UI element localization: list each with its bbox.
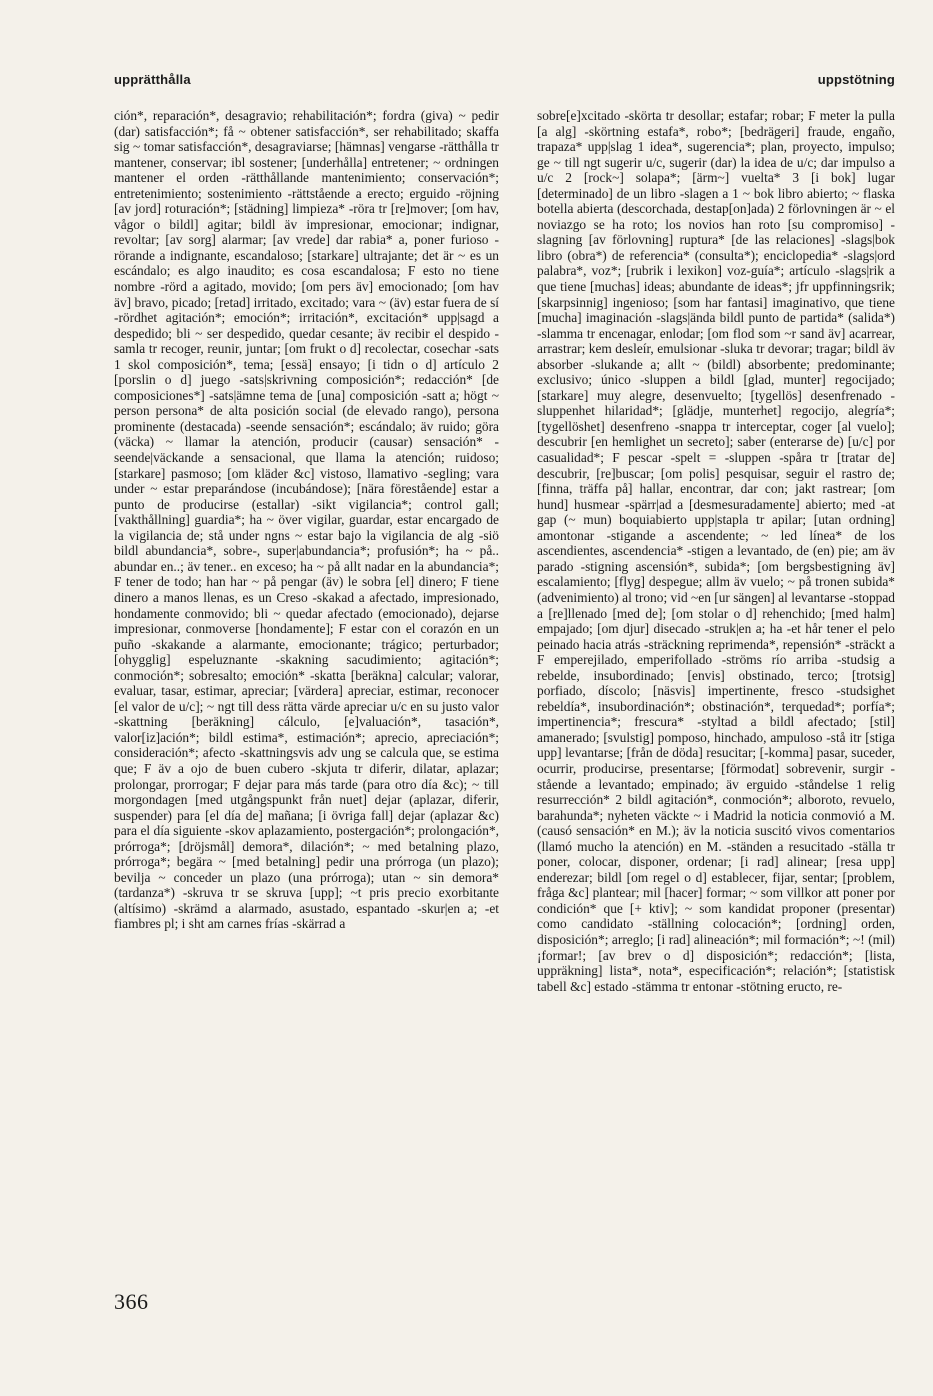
- column-text: ción*, reparación*, desagravio; rehabilitación*; fordra (giva) ~ pedir (dar) satisfacción*; få ~ obtener satisfacción*, ser rehabilitado; skaffa sig ~ tomar satisfacción*, desagraviarse; [hämnas] vengarse -rätthålla tr mantener, conservar; ibl sostener; [underhålla] entretener; ~ ordningen mantener el orden -rätthållande mantenimiento; conservación*; entretenimiento; sostenimiento -rättstående a erecto; erguido -röjning [av jord] roturación*; [städning] limpieza* -röra tr [re]mover; [om hav, vågor o bildl] agitar; bildl äv impresionar, emocionar; indignar, revoltar; [av sorg] alarmar; [av vrede] dar rabia* a, poner furioso -rörande a indignante, escandaloso; [starkare] ultrajante; det är ~ es un escándalo; es algo inaudito; es cosa escandalosa; F esto no tiene nombre -rörd a agitado, movido; [om pers äv] emocionado; [om hav äv] bravo, picado; [retad] irritado, excitado; vara ~ (äv) estar fuera de sí -rördhet agitación*; emoción*; irritación*, excitación* upp|sagd a despedido; bli ~ ser despedido, quedar cesante; äv recibir el despido -samla tr recoger, reunir, juntar; [om frukt o d] recolectar, cosechar -sats 1 skol composición*, tema; [essä] ensayo; [i tidn o d] artículo 2 [porslin o d] juego -sats|skrivning composición*; redacción* [de composiciones*] -sats|ämne tema de [una] composición -satt a; högt ~ person persona* de alta posición social (de elevado rango), persona prominente (destacada) -seende sensación*; escándalo; äv ruido; göra (väcka) ~ llamar la atención, producir (causar) sensación* -seende|väckande a sensacional, que llama la atención; ruidoso; [starkare] pasmoso; [om kläder &c] vistoso, llamativo -segling; vara under ~ estar preparándose (incubándose); [nära förestående] estar a punto de producirse (estallar) -sikt vigilancia*; control gall; [vakthållning] guardia*; ha ~ över vigilar, guardar, estar encargado de la vigilancia de; stå under ngns ~ estar bajo la vigilancia de alg -siö bildl abundancia*, sobre-, super|abundancia*; profusión*; ha ~ på.. abundar en..; äv tener.. en exceso; ha ~ på allt nadar en la abundancia*; F tener de todo; han har ~ på pengar (äv) le sobra [el] dinero; F tiene dinero a manos llenas, es un Creso -skakad a afectado, impresionado, hondamente conmovido; bli ~ quedar afectado (emocionado), dejarse impresionar, conmoverse [hondamente]; F estar con el corazón en un puño -skakande a alarmante, emocionante; trágico; perturbador; [ohygglig] espeluznante -skakning sacudimiento; agitación*; conmoción*; sobresalto; emoción* -skatta [beräkna] calcular; valorar, evaluar, tasar, estimar, apreciar; [värdera] apreciar, estimar, reconocer [el valor de u/c]; ~ ngt till dess rätta värde apreciar u/c en su justo valor -skattning [beräkning] cálculo, [e]valuación*, tasación*, valor[iz]ación*; bildl estima*, estimación*; aprecio, apreciación*; consideración*; afecto -skattningsvis adv ung se calcula que, se estima que; F äv a ojo de buen cubero -skjuta tr diferir, dilatar, aplazar; prolongar, prorrogar; F dejar para más tarde (para otro día &c); ~ till morgondagen [med utgångspunkt från nuet] dejar (aplazar, diferir, suspender) para [el día de] mañana; [i övriga fall] dejar (aplazar &c) para el día siguiente -skov aplazamiento, postergación*; prolongación*, prórroga*; [dröjsmål] demora*, dilación*; ~ med betalning plazo, prórroga*; begära ~ [med betalning] pedir una prórroga (un plazo); bevilja ~ conceder un plazo (una prórroga); utan ~ sin demora* (tardanza*) -skruva tr se skruva [upp]; ~t pris precio exorbitante (altísimo) -skrämd a alarmado, asustado, espantado -skur|en a; -et fiambres pl; i sht am carnes frías -skärrad a: [114, 108, 499, 932]
- guide-word-left: upprätthålla: [114, 72, 191, 87]
- dictionary-column-left: [114, 108, 499, 1323]
- dictionary-column-right: [537, 108, 895, 1323]
- page-number: 366: [114, 1289, 149, 1314]
- column-text: sobre[e]xcitado -skörta tr desollar; estafar; robar; F meter la pulla [a alg] -skörtning estafa*, robo*; [bedrägeri] fraude, engaño, trapaza* upp|slag 1 idea*, sugerencia*; plan, proyecto, impulso; ge ~ till ngt sugerir u/c, sugerir (dar) la idea de u/c; dar impulso a u/c 2 [rock~] solapa*; [ärm~] vuelta* 3 [i bok] lugar [determinado] de un libro -slagen a 1 ~ bok libro abierto; ~ flaska botella abierta (descorchada, destap[on]ada) 2 förlovningen är ~ el noviazgo se ha roto; los novios han roto [su compromiso] -slagning [av förlovning] ruptura* [de las relaciones] -slags|bok libro (obra*) de referencia* (consulta*); enciclopedia* -slags|ord palabra*, voz*; [rubrik i lexikon] voz-guía*; artículo -slags|rik a que tiene [muchas] ideas; abundante de ideas*; jfr uppfinningsrik; [skarpsinnig] ingenioso; [som har fantasi] imaginativo, que tiene [mucha] imaginación -slags|ända bildl punto de partida* (salida*) -slamma tr encenagar, enlodar; [om flod som ~r sand äv] acarrear, arrastrar; kem desleír, emulsionar -sluka tr devorar; tragar; bildl äv absorber -slukande a; allt ~ (bildl) absorbente; predominante; exclusivo; único -sluppen a bildl [glad, munter] regocijado; [starkare] muy alegre, desenvuelto; [tygellös] desenfrenado -sluppenhet hilaridad*; [glädje, munterhet] regocijo, alegría*; [tygellöshet] desenfreno -snappa tr interceptar, coger [al vuelo]; descubrir [en hemlighet un secreto]; saber (enterarse de) [u/c] por casualidad*; F pescar -spelt = -sluppen -spåra tr [tratar de] descubrir, [re]buscar; [om polis] pesquisar, seguir el rastro de; [finna, träffa på] hallar, encontrar, dar con; jakt rastrear; [om hund] husmear -spärr|ad a [desmesuradamente] abierto; med -at gap (~ mun) boquiabierto upp|stapla tr apilar; [utan ordning] amontonar -stigande a ascendente; ~ led línea* de los ascendientes, ascendencia* -stigen a levantado, de (en) pie; am äv parado -stigning ascensión*, subida*; [om bergsbestigning äv] escalamiento; [flyg] despegue; allm äv vuelo; ~ på tronen subida* (advenimiento) al trono; vid ~en [ur sängen] al levantarse -stoppad a [re]llenado [med de]; [om stolar o d] rehenchido; [med halm] empajado; [om djur] disecado -struk|en a; ha -et hår tener el pelo peinado hacia atrás -sträckning reprimenda*, repensión* -sträckt a F emperejilado, emperifollado -ströms río arriba -studsig a rebelde, insubordinado; [envis] obstinado, terco; [trotsig] porfiado, díscolo; [näsvis] impertinente, fresco -studsighet rebeldía*, insubordinación*; obstinación*, terquedad*; porfía*; impertinencia*; frescura* -styltad a bildl afectado; [stil] amanerado; [svulstig] pomposo, hinchado, ampuloso -stå itr [stiga upp] levantarse; [från de döda] resucitar; [-komma] pasar, suceder, ocurrir, producirse, presentarse; [förmodat] sobrevenir, surgir -stående a levantado; empinado; äv erguido -ståndelse 1 relig resurrección* 2 bildl agitación*, conmoción*; alboroto, revuelo, barahunda*; nyheten väckte ~ i Madrid la noticia conmovió a M. (causó sensación* en M.); äv la noticia suscitó vivos comentarios (llamó mucho la atención) en M. -ständen a resucitado -ställa tr poner, colocar, disponer, ordenar; [i rad] alinear; [resa upp] enderezar; bildl [om regel o d] establecer, fijar, sentar; [problem, fråga &c] plantear; mil [hacer] formar; ~ som villkor att poner por condición* que [+ ktiv]; ~ som kandidat proponer (presentar) como candidato -ställning colocación*; [ordning] orden, disposición*; arreglo; [i rad] alineación*; mil formación*; ~! (mil) ¡formar!; [av brev o d] disposición*; redacción*; [lista, uppräkning] lista*, nota*, especificación*; relación*; [statistisk tabell &c] estado -stämma tr entonar -stötning eructo, re-: [537, 108, 895, 994]
- guide-word-right: uppstötning: [817, 72, 895, 87]
